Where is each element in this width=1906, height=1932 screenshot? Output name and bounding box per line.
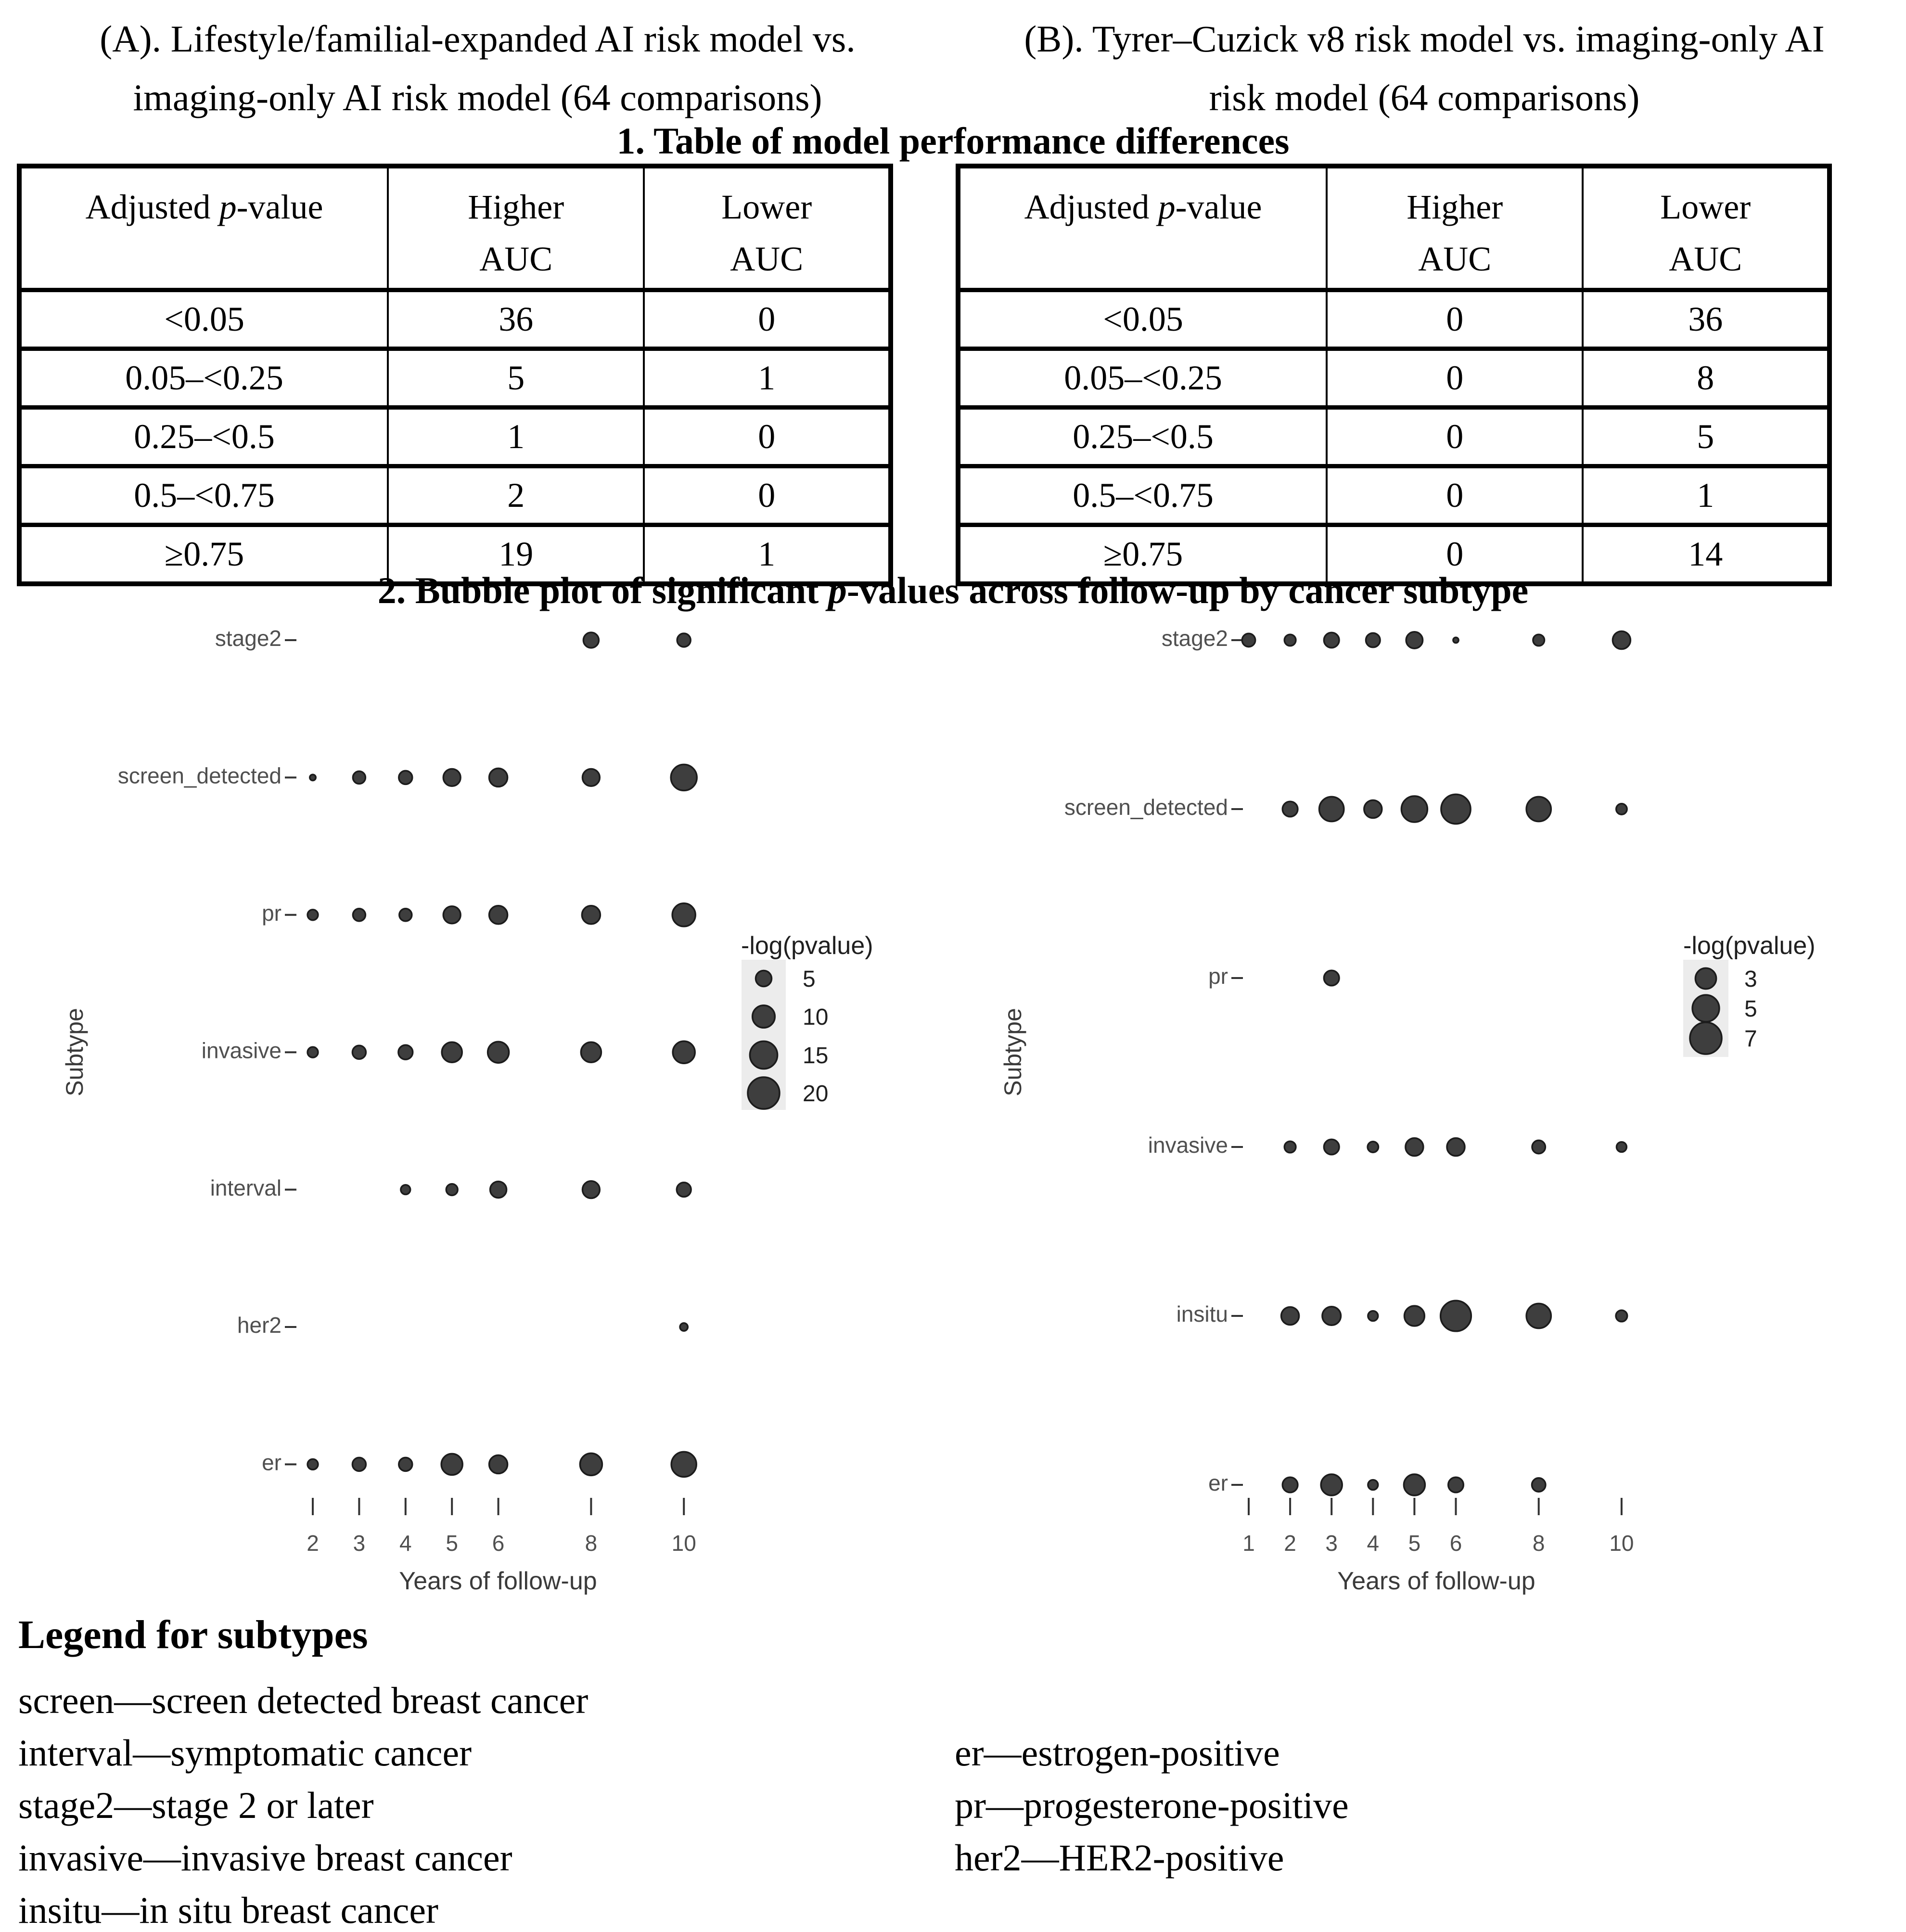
bubble-pr-y3 [1324, 970, 1339, 986]
size-legend-key-bubble [1695, 968, 1716, 989]
y-category-label: screen_detected [1064, 795, 1228, 820]
bubble-er-y10 [671, 1452, 696, 1477]
y-category-label: invasive [1148, 1133, 1228, 1158]
bubble-er-y8 [1532, 1478, 1546, 1492]
subtype-legend-item-insitu: insitu—in situ breast cancer [18, 1889, 438, 1931]
bubble-screen_detected-y5 [1401, 796, 1427, 822]
size-legend-key-label: 7 [1744, 1026, 1757, 1052]
bubble-plots-canvas [0, 602, 1906, 1641]
bubble-insitu-y4 [1368, 1311, 1378, 1321]
bubble-insitu-y2 [1281, 1307, 1299, 1325]
table-b-header-row [958, 166, 1829, 290]
table-cell: 0 [1327, 525, 1583, 584]
bubble-interval-y6 [490, 1182, 507, 1198]
y-axis-title: Subtype [999, 1008, 1026, 1096]
table-cell: 0 [1327, 349, 1583, 408]
table-a-body [19, 290, 891, 584]
x-tick-label: 3 [1325, 1531, 1338, 1556]
table-row [958, 466, 1829, 525]
bubble-stage2-y8 [1533, 634, 1545, 646]
size-legend-title: -log(pvalue) [741, 932, 873, 960]
col-header-adjusted-pvalue: Adjusted p-value [19, 166, 388, 290]
table-b-body [958, 290, 1829, 584]
size-legend-key-bubble [756, 971, 772, 987]
bubble-pr-y8 [582, 906, 600, 924]
subtype-legend-item-interval: interval—symptomatic cancer [18, 1732, 472, 1774]
bubble-pr-y10 [672, 903, 695, 927]
bubble-er-y6 [1448, 1477, 1464, 1493]
table-row [19, 349, 891, 408]
bubble-pr-y6 [489, 906, 508, 924]
bubble-interval-y5 [446, 1184, 458, 1196]
x-tick-label: 4 [399, 1531, 412, 1556]
bubble-stage2-y6 [1453, 637, 1458, 643]
table-cell: 0.25–<0.5 [19, 408, 388, 466]
table-row [19, 408, 891, 466]
table-row [958, 290, 1829, 349]
bubble-stage2-y8 [583, 632, 599, 648]
bubble-stage2-y4 [1366, 633, 1381, 647]
x-tick-label: 10 [1609, 1531, 1634, 1556]
size-legend-key-label: 3 [1744, 966, 1757, 992]
table-cell: 14 [1583, 525, 1829, 584]
x-tick-label: 3 [353, 1531, 366, 1556]
table-cell: 0.25–<0.5 [958, 408, 1327, 466]
panel-a-title-line2: imaging-only AI risk model (64 comparisons) [133, 77, 822, 118]
x-tick-label: 5 [1408, 1531, 1421, 1556]
bubble-er-y2 [307, 1459, 318, 1470]
size-legend-key-bubble [1690, 1022, 1722, 1054]
bubble-invasive-y10 [673, 1041, 695, 1063]
table-cell: 0 [1327, 408, 1583, 466]
bubble-er-y3 [1321, 1474, 1342, 1495]
table-cell: 1 [388, 408, 644, 466]
x-tick-label: 8 [1532, 1531, 1545, 1556]
x-axis-title: Years of follow-up [399, 1567, 597, 1595]
y-category-label: pr [262, 900, 281, 926]
bubble-screen_detected-y6 [489, 768, 508, 786]
x-tick-label: 6 [1449, 1531, 1462, 1556]
size-legend-key-label: 15 [803, 1043, 829, 1069]
bubble-insitu-y10 [1616, 1310, 1627, 1322]
y-category-label: screen_detected [117, 763, 281, 788]
bubble-screen_detected-y5 [443, 769, 461, 786]
col-header-adjusted-pvalue: Adjusted p-value [958, 166, 1327, 290]
y-category-label: stage2 [1161, 626, 1228, 651]
bubble-her2-y10 [680, 1323, 688, 1331]
table-cell: 0 [644, 408, 891, 466]
table-cell: 0 [1327, 290, 1583, 349]
table-cell: 5 [1583, 408, 1829, 466]
bubble-invasive-y2 [307, 1047, 318, 1057]
subtype-legend-item-pr: pr—progesterone-positive [955, 1784, 1349, 1826]
bubble-interval-y4 [401, 1185, 410, 1195]
bubble-er-y6 [489, 1455, 508, 1473]
col-header-lower-auc: Lower AUC [1583, 166, 1829, 290]
y-category-label: stage2 [215, 626, 281, 651]
bubble-screen_detected-y2 [1282, 801, 1298, 817]
subtype-legend-item-er: er—estrogen-positive [955, 1732, 1280, 1774]
bubble-interval-y10 [677, 1183, 691, 1197]
y-category-label: her2 [237, 1313, 281, 1338]
x-tick-label: 5 [446, 1531, 458, 1556]
bubble-screen_detected-y4 [1364, 800, 1382, 818]
table-cell: 0.5–<0.75 [19, 466, 388, 525]
panel-a-title-line1: (A). Lifestyle/familial-expanded AI risk model vs. [100, 18, 856, 60]
table-cell: 0.5–<0.75 [958, 466, 1327, 525]
y-category-label: interval [210, 1175, 281, 1200]
x-tick-label: 10 [671, 1531, 696, 1556]
table-cell: 1 [1583, 466, 1829, 525]
bubble-pr-y2 [307, 910, 318, 920]
bubble-screen_detected-y3 [353, 771, 365, 784]
table-cell: ≥0.75 [19, 525, 388, 584]
table-cell: 0.05–<0.25 [19, 349, 388, 408]
y-category-label: insitu [1176, 1301, 1228, 1327]
bubble-invasive-y4 [398, 1045, 413, 1059]
bubble-er-y2 [1282, 1477, 1298, 1493]
subtype-legend-item-stage2: stage2—stage 2 or later [18, 1784, 374, 1826]
bubble-invasive-y10 [1617, 1142, 1627, 1152]
bubble-er-y5 [1404, 1474, 1425, 1495]
bubble-invasive-y8 [581, 1042, 601, 1062]
bubble-er-y4 [399, 1457, 412, 1471]
performance-table-b [956, 164, 1832, 586]
table-cell: 0.05–<0.25 [958, 349, 1327, 408]
x-tick-label: 2 [307, 1531, 319, 1556]
bubble-invasive-y3 [352, 1045, 366, 1059]
x-axis-title: Years of follow-up [1337, 1567, 1535, 1595]
col-header-lower-auc: Lower AUC [644, 166, 891, 290]
table-cell: ≥0.75 [958, 525, 1327, 584]
table-cell: 1 [644, 349, 891, 408]
bubble-pr-y5 [443, 906, 461, 924]
size-legend-key-label: 20 [803, 1081, 829, 1107]
table-row [958, 408, 1829, 466]
performance-table-a [17, 164, 893, 586]
table-cell: 8 [1583, 349, 1829, 408]
bubble-stage2-y2 [1284, 634, 1296, 646]
col-header-higher-auc: Higher AUC [1327, 166, 1583, 290]
bubble-insitu-y5 [1405, 1306, 1425, 1326]
bubble-invasive-y5 [1406, 1138, 1423, 1156]
table-cell: 5 [388, 349, 644, 408]
section-header-bubble-plots: 2. Bubble plot of significant p-values across follow-up by cancer subtype [377, 569, 1529, 611]
table-cell: 0 [644, 290, 891, 349]
bubble-screen_detected-y8 [1526, 797, 1551, 821]
bubble-er-y5 [441, 1454, 462, 1475]
size-legend-key-bubble [753, 1005, 775, 1028]
y-category-label: pr [1208, 964, 1228, 989]
bubble-invasive-y5 [442, 1042, 462, 1062]
bubble-screen_detected-y10 [1616, 804, 1627, 814]
table-cell: 1 [644, 525, 891, 584]
panel-b-title-line2: risk model (64 comparisons) [1209, 77, 1640, 118]
size-legend-key-bubble [748, 1077, 780, 1109]
subtype-legend-heading: Legend for subtypes [18, 1612, 368, 1657]
table-row [19, 466, 891, 525]
bubble-insitu-y6 [1441, 1301, 1471, 1331]
bubble-stage2-y1 [1242, 633, 1255, 646]
bubble-invasive-y8 [1532, 1140, 1545, 1153]
table-row [19, 290, 891, 349]
subtype-legend-item-invasive: invasive—invasive breast cancer [18, 1837, 512, 1879]
bubble-invasive-y4 [1368, 1142, 1378, 1152]
bubble-stage2-y10 [1612, 631, 1630, 649]
table-a-header-row [19, 166, 891, 290]
table-cell: <0.05 [958, 290, 1327, 349]
bubble-invasive-y6 [488, 1042, 509, 1063]
bubble-pr-y3 [353, 909, 365, 921]
bubble-er-y3 [352, 1457, 366, 1471]
y-category-label: er [262, 1450, 281, 1475]
x-tick-label: 2 [1284, 1531, 1296, 1556]
table-cell: 36 [1583, 290, 1829, 349]
panel-a-title [10, 10, 946, 127]
panel-b-title [955, 10, 1893, 127]
section-header-tables: 1. Table of model performance differences [616, 120, 1290, 162]
bubble-invasive-y3 [1324, 1139, 1339, 1155]
bubble-stage2-y5 [1406, 632, 1422, 648]
table-cell: 2 [388, 466, 644, 525]
x-tick-label: 8 [585, 1531, 598, 1556]
y-category-label: er [1208, 1470, 1228, 1496]
x-tick-label: 1 [1242, 1531, 1255, 1556]
table-row [958, 349, 1829, 408]
size-legend-key-label: 5 [1744, 996, 1757, 1022]
table-cell: <0.05 [19, 290, 388, 349]
y-category-label: invasive [201, 1038, 281, 1063]
size-legend-key-label: 10 [803, 1005, 829, 1030]
size-legend-key-bubble [750, 1041, 777, 1069]
bubble-screen_detected-y10 [671, 764, 697, 790]
bubble-screen_detected-y3 [1319, 797, 1344, 821]
bubble-screen_detected-y4 [399, 771, 412, 784]
size-legend-title: -log(pvalue) [1683, 932, 1816, 960]
subtype-legend-item-screen: screen—screen detected breast cancer [18, 1679, 588, 1721]
x-tick-label: 4 [1367, 1531, 1380, 1556]
bubble-insitu-y8 [1526, 1303, 1551, 1328]
bubble-invasive-y6 [1447, 1138, 1465, 1156]
bubble-screen_detected-y2 [310, 774, 316, 780]
bubble-pr-y4 [399, 909, 412, 921]
bubble-screen_detected-y6 [1441, 794, 1471, 824]
size-legend-key-label: 5 [803, 966, 816, 992]
x-tick-label: 6 [492, 1531, 505, 1556]
table-cell: 0 [644, 466, 891, 525]
size-legend-key-bubble [1692, 995, 1719, 1022]
bubble-er-y8 [580, 1453, 602, 1475]
bubble-invasive-y2 [1284, 1141, 1296, 1153]
bubble-stage2-y10 [677, 633, 691, 647]
bubble-er-y4 [1368, 1480, 1378, 1490]
table-cell: 0 [1327, 466, 1583, 525]
col-header-higher-auc: Higher AUC [388, 166, 644, 290]
y-axis-title: Subtype [61, 1008, 88, 1096]
bubble-stage2-y3 [1324, 632, 1339, 648]
bubble-interval-y8 [583, 1181, 600, 1198]
bubble-insitu-y3 [1322, 1307, 1341, 1326]
bubble-screen_detected-y8 [583, 769, 600, 786]
table-cell: 19 [388, 525, 644, 584]
table-cell: 36 [388, 290, 644, 349]
panel-b-title-line1: (B). Tyrer–Cuzick v8 risk model vs. imaging-only AI [1024, 18, 1825, 60]
subtype-legend-item-her2: her2—HER2-positive [955, 1837, 1284, 1879]
